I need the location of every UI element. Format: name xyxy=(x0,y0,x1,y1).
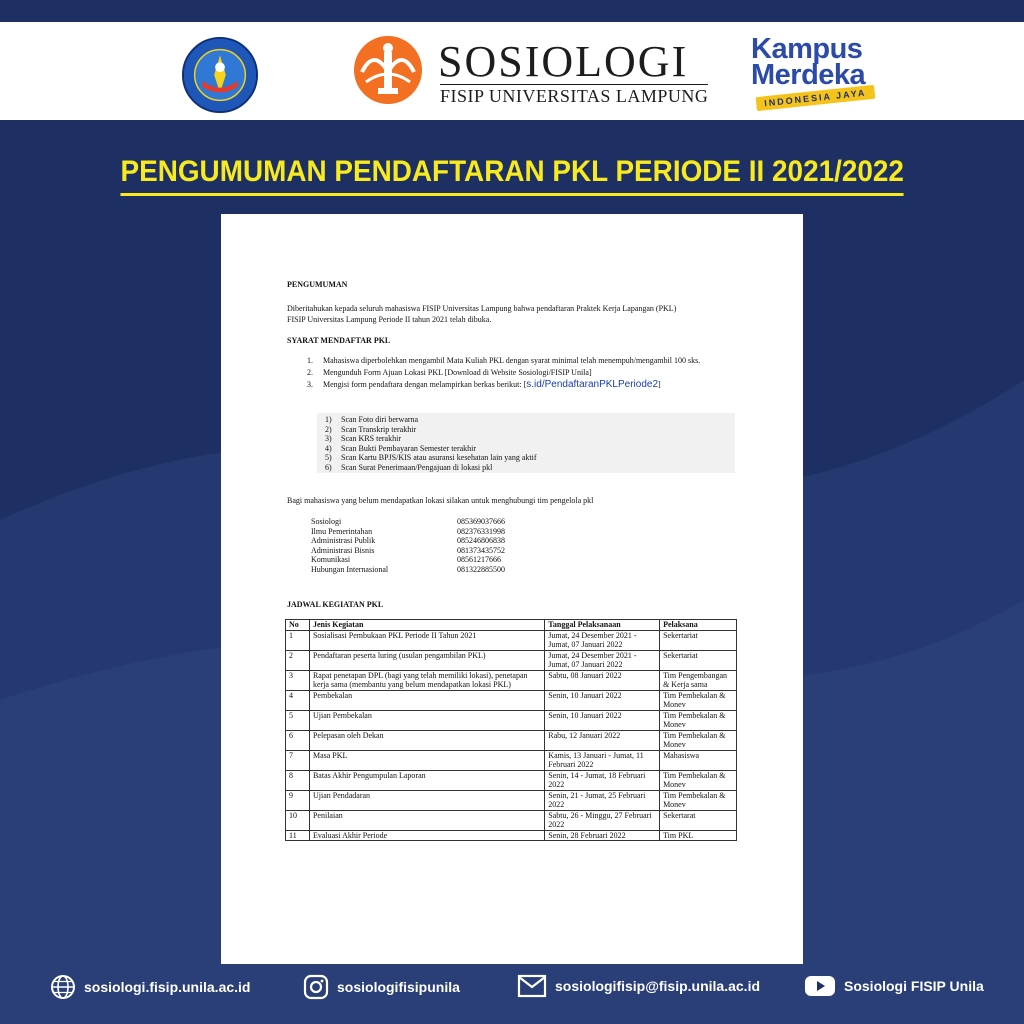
schedule-table xyxy=(285,619,737,841)
contact-row xyxy=(311,536,505,546)
requirement-text: Mengunduh Form Ajuan Lokasi PKL [Download di Website Sosiologi/FISIP Unila] xyxy=(323,368,592,377)
cell-executor: Mahasiswa xyxy=(660,750,737,770)
cell-executor: Tim Pembekalan & Monev xyxy=(660,770,737,790)
requirement-item xyxy=(307,356,737,366)
cell-activity: Ujian Pendadaran xyxy=(309,790,544,810)
footer-instagram-text: sosiologifisipunila xyxy=(337,979,460,995)
document-number: 2) xyxy=(325,424,332,434)
contact-row xyxy=(311,555,505,565)
cell-date: Sabtu, 08 Januari 2022 xyxy=(545,670,660,690)
table-row xyxy=(286,710,737,730)
cell-no: 7 xyxy=(286,750,310,770)
footer-youtube[interactable] xyxy=(804,974,984,998)
document-text: Scan Bukti Pembayaran Semester terakhir xyxy=(341,443,477,453)
requirement-text: Mengisi form pendaftara dengan melampirkan berkas berikut: [ xyxy=(323,380,527,389)
document-number: 1) xyxy=(325,415,332,424)
table-row xyxy=(286,690,737,710)
cell-activity: Evaluasi Akhir Periode xyxy=(309,830,544,841)
contact-phone: 08561217666 xyxy=(457,555,501,565)
schedule-col-date: Tanggal Pelaksanaan xyxy=(545,620,660,631)
footer-website[interactable] xyxy=(50,974,250,1000)
instagram-icon xyxy=(303,974,329,1000)
cell-no: 11 xyxy=(286,830,310,841)
contact-name: Hubungan Internasional xyxy=(311,564,389,574)
kampus-merdeka-line1: Kampus xyxy=(751,33,863,65)
cell-date: Senin, 21 - Jumat, 25 Februari 2022 xyxy=(545,790,660,810)
brand-subtitle: FISIP UNIVERSITAS LAMPUNG xyxy=(440,86,709,106)
contact-row xyxy=(311,565,505,575)
contact-row xyxy=(311,546,505,556)
schedule-col-no: No xyxy=(286,620,310,631)
cell-executor: Sekertarat xyxy=(660,810,737,830)
cell-no: 6 xyxy=(286,730,310,750)
cell-executor: Tim PKL xyxy=(660,830,737,841)
document-item xyxy=(325,415,537,425)
cell-date: Kamis, 13 Januari - Jumat, 11 Februari 2022 xyxy=(545,750,660,770)
contact-phone: 081373435752 xyxy=(457,545,505,555)
cell-activity: Rapat penetapan DPL (bagi yang telah memiliki lokasi), penetapan kerja sama (membantu yang belum mendapatkan lokasi PKL) xyxy=(309,670,544,690)
cell-activity: Ujian Pembekalan xyxy=(309,710,544,730)
document-number: 5) xyxy=(325,453,332,463)
announcement-title-text: PENGUMUMAN PENDAFTARAN PKL PERIODE II 2021/2022 xyxy=(120,155,903,196)
cell-executor: Tim Pembekalan & Monev xyxy=(660,690,737,710)
document-item xyxy=(325,444,537,454)
footer-contacts xyxy=(0,968,1024,1010)
contact-name: Administrasi Publik xyxy=(311,536,376,546)
doc-heading: PENGUMUMAN xyxy=(287,280,348,289)
contact-intro: Bagi mahasiswa yang belum mendapatkan lokasi silakan untuk menghubungi tim pengelola pkl xyxy=(287,496,594,505)
document-number: 3) xyxy=(325,434,332,444)
table-row xyxy=(286,730,737,750)
registration-link[interactable]: s.id/PendaftaranPKLPeriode2 xyxy=(526,379,659,390)
cell-activity: Masa PKL xyxy=(309,750,544,770)
footer-email[interactable] xyxy=(517,974,760,998)
document-text: Scan Kartu BPJS/KIS atau asuransi kesehatan lain yang aktif xyxy=(341,453,537,463)
cell-executor: Sekertariat xyxy=(660,630,737,650)
cell-no: 10 xyxy=(286,810,310,830)
contact-row xyxy=(311,527,505,537)
cell-activity: Pendaftaran peserta luring (usulan pengambilan PKL) xyxy=(309,650,544,670)
cell-date: Senin, 14 - Jumat, 18 Februari 2022 xyxy=(545,770,660,790)
requirement-text-after: ] xyxy=(658,380,661,389)
document-number: 4) xyxy=(325,443,332,453)
cell-date: Senin, 10 Januari 2022 xyxy=(545,710,660,730)
requirements-list xyxy=(307,356,737,392)
youtube-icon xyxy=(804,974,836,998)
schedule-header-row xyxy=(286,620,737,631)
schedule-heading: JADWAL KEGIATAN PKL xyxy=(287,600,384,609)
footer-youtube-text: Sosiologi FISIP Unila xyxy=(844,978,984,994)
document-item xyxy=(325,453,537,463)
requirements-heading: SYARAT MENDAFTAR PKL xyxy=(287,336,391,345)
contact-phone: 085369037666 xyxy=(457,517,505,526)
schedule-col-executor: Pelaksana xyxy=(660,620,737,631)
cell-activity: Pelepasan oleh Dekan xyxy=(309,730,544,750)
cell-date: Sabtu, 26 - Minggu, 27 Februari 2022 xyxy=(545,810,660,830)
cell-executor: Tim Pembekalan & Monev xyxy=(660,710,737,730)
contact-phone: 081322885500 xyxy=(457,564,505,574)
document-item xyxy=(325,463,537,473)
requirement-number: 3. xyxy=(307,380,313,389)
sosiologi-logo xyxy=(348,32,428,112)
footer-instagram[interactable] xyxy=(303,974,460,1000)
doc-intro-line1: Diberitahukan kepada seluruh mahasiswa FISIP Universitas Lampung bahwa pendaftaran Praktek Kerja Lapangan (PKL) xyxy=(287,304,677,313)
document-text: Scan Transkrip terakhir xyxy=(341,424,417,434)
contact-row xyxy=(311,517,505,527)
contacts-list xyxy=(311,517,505,575)
contact-name: Sosiologi xyxy=(311,517,342,526)
document-text: Scan Surat Penerimaan/Pengajuan di lokasi pkl xyxy=(341,462,493,472)
footer-website-text: sosiologi.fisip.unila.ac.id xyxy=(84,979,251,995)
table-row xyxy=(286,790,737,810)
contact-name: Komunikasi xyxy=(311,555,351,565)
table-row xyxy=(286,770,737,790)
documents-list xyxy=(325,415,537,473)
cell-date: Senin, 28 Februari 2022 xyxy=(545,830,660,841)
document-text: Scan KRS terakhir xyxy=(341,434,401,444)
document-text: Scan Foto diri berwarna xyxy=(341,415,419,424)
cell-no: 9 xyxy=(286,790,310,810)
brand-title: SOSIOLOGI xyxy=(438,37,689,86)
document-number: 6) xyxy=(325,462,332,472)
cell-activity: Penilaian xyxy=(309,810,544,830)
cell-no: 3 xyxy=(286,670,310,690)
cell-no: 4 xyxy=(286,690,310,710)
globe-icon xyxy=(50,974,76,1000)
footer-email-text: sosiologifisip@fisip.unila.ac.id xyxy=(555,978,761,994)
requirement-text: Mahasiswa diperbolehkan mengambil Mata Kuliah PKL dengan syarat minimal telah menempuh/mengambil 100 sks. xyxy=(323,356,701,365)
table-row xyxy=(286,830,737,841)
mail-icon xyxy=(517,974,547,998)
table-row xyxy=(286,650,737,670)
cell-date: Senin, 10 Januari 2022 xyxy=(545,690,660,710)
cell-activity: Pembekalan xyxy=(309,690,544,710)
cell-no: 5 xyxy=(286,710,310,730)
cell-date: Rabu, 12 Januari 2022 xyxy=(545,730,660,750)
top-band xyxy=(0,0,1024,22)
cell-date: Jumat, 24 Desember 2021 - Jumat, 07 Januari 2022 xyxy=(545,630,660,650)
requirement-item xyxy=(307,368,737,378)
cell-date: Jumat, 24 Desember 2021 - Jumat, 07 Januari 2022 xyxy=(545,650,660,670)
cell-no: 1 xyxy=(286,630,310,650)
requirement-number: 1. xyxy=(307,356,313,365)
announcement-title xyxy=(0,155,1024,196)
doc-intro-line2: FISIP Universitas Lampung Periode II tahun 2021 telah dibuka. xyxy=(287,315,492,324)
requirement-number: 2. xyxy=(307,368,313,377)
contact-phone: 082376331998 xyxy=(457,526,505,536)
unila-logo xyxy=(181,36,259,114)
requirement-item xyxy=(307,380,737,390)
table-row xyxy=(286,630,737,650)
header-bar xyxy=(0,22,1024,120)
document-item xyxy=(325,425,537,435)
contact-name: Ilmu Pemerintahan xyxy=(311,526,373,536)
cell-no: 8 xyxy=(286,770,310,790)
cell-executor: Sekertariat xyxy=(660,650,737,670)
contact-phone: 085246806838 xyxy=(457,536,505,546)
cell-executor: Tim Pembekalan & Monev xyxy=(660,790,737,810)
kampus-merdeka-line2: Merdeka xyxy=(751,59,866,91)
cell-activity: Batas Akhir Pengumpulan Laporan xyxy=(309,770,544,790)
schedule-col-activity: Jenis Kegiatan xyxy=(309,620,544,631)
kampus-merdeka-badge: INDONESIA JAYA xyxy=(756,85,875,111)
table-row xyxy=(286,670,737,690)
announcement-document xyxy=(221,214,803,964)
table-row xyxy=(286,810,737,830)
cell-activity: Sosialisasi Pembukaan PKL Periode II Tahun 2021 xyxy=(309,630,544,650)
cell-executor: Tim Pembekalan & Monev xyxy=(660,730,737,750)
cell-executor: Tim Pengembangan & Kerja sama xyxy=(660,670,737,690)
cell-no: 2 xyxy=(286,650,310,670)
document-item xyxy=(325,434,537,444)
table-row xyxy=(286,750,737,770)
contact-name: Administrasi Bisnis xyxy=(311,545,375,555)
